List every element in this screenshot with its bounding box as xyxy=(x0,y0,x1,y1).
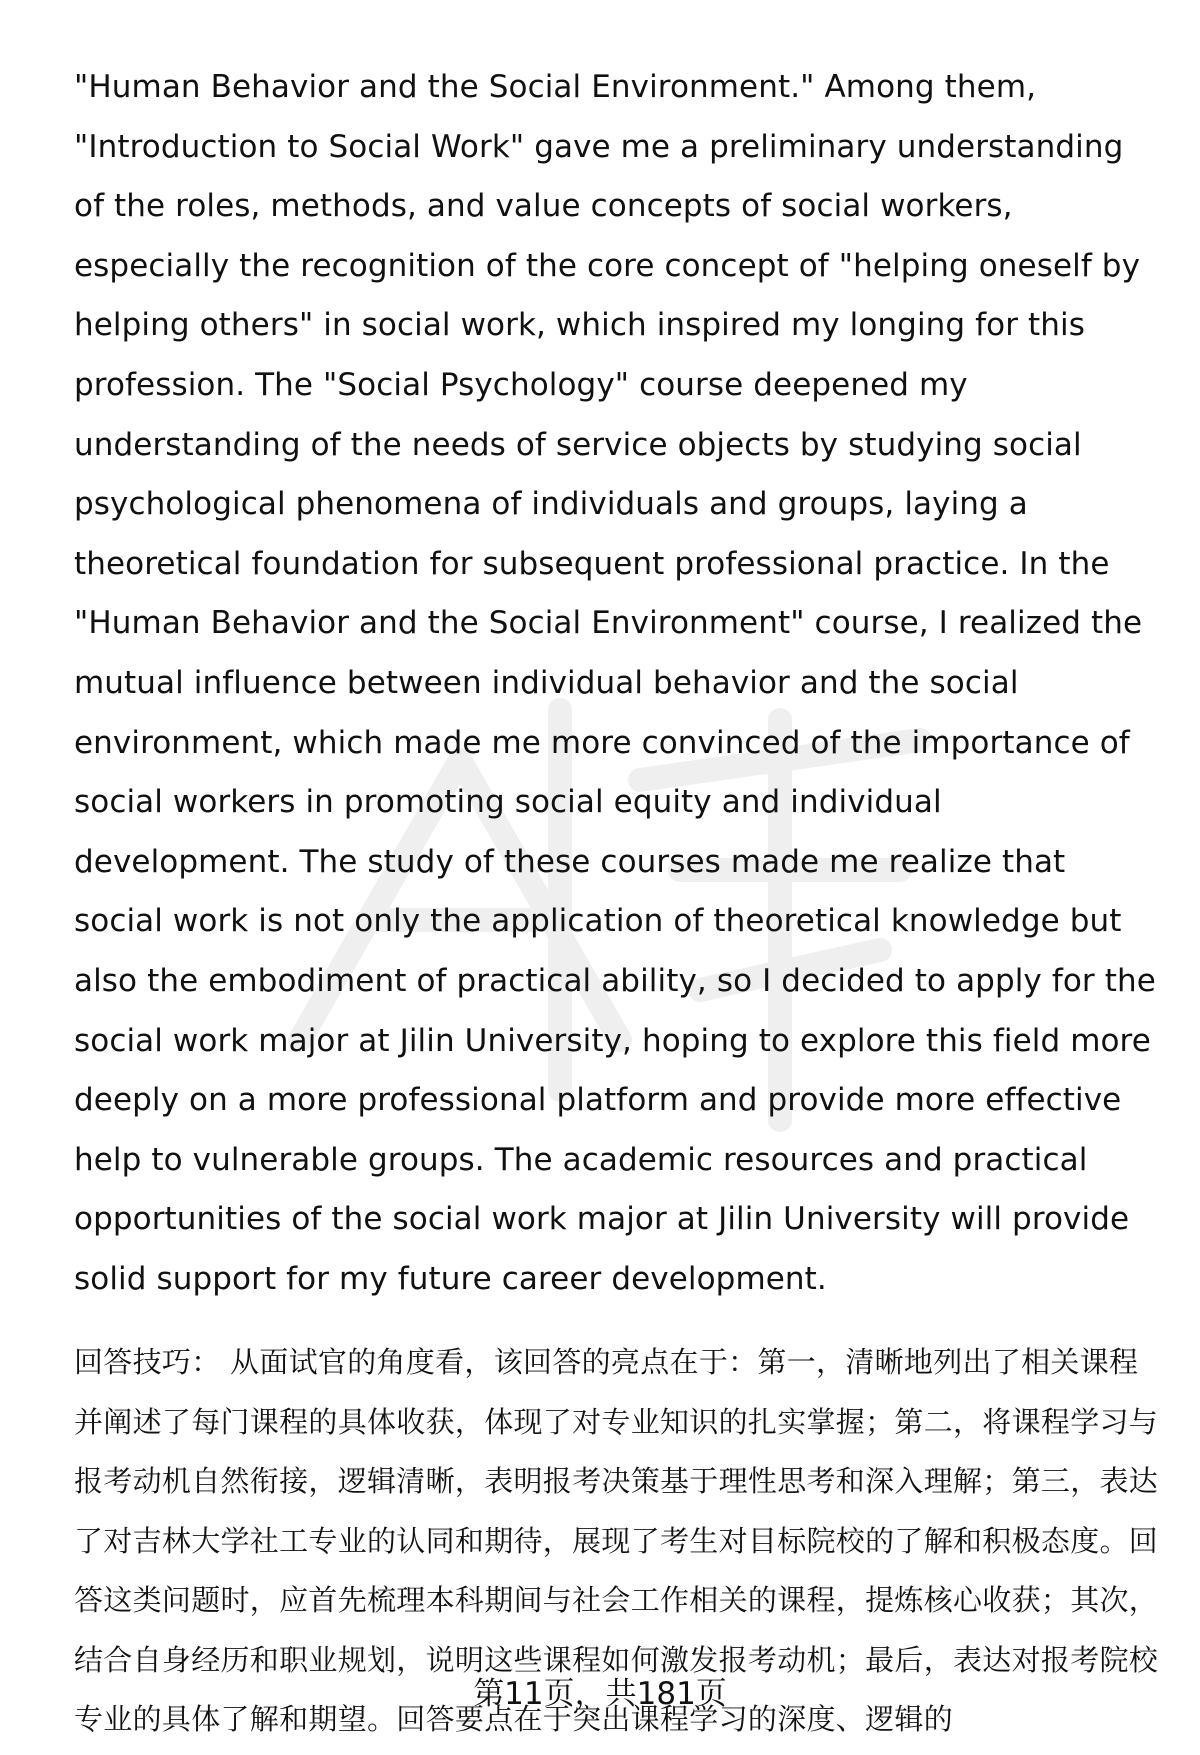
english-answer-paragraph: "Human Behavior and the Social Environment." Among them, "Introduction to Social Work" gave me a preliminary understanding of the roles, methods, and value concepts of social workers, especially the recognition of the core concept of "helping oneself by helping others" in social work, which inspired my longing for this profession. The "Social Psychology" course deepened my understanding of the needs of service objects by studying social psychological phenomena of individuals and groups, laying a theoretical foundation for subsequent professional practice. In the "Human Behavior and the Social Environment" course, I realized the mutual influence between individual behavior and the social environment, which made me more convinced of the importance of social workers in promoting social equity and individual development. The study of these courses made me realize that social work is not only the application of theoretical knowledge but also the embodiment of practical ability, so I decided to apply for the social work major at Jilin University, hoping to explore this field more deeply on a more professional platform and provide more effective help to vulnerable groups. The academic resources and practical opportunities of the social work major at Jilin University will provide solid support for my future career development. xyxy=(74,69,1156,1297)
answer-tips-paragraph: 回答技巧： 从面试官的角度看，该回答的亮点在于：第一，清晰地列出了相关课程并阐述了每门课程的具体收获，体现了对专业知识的扎实掌握；第二，将课程学习与报考动机自然衔接，逻辑清晰，表明报考决策基于理性思考和深入理解；第三，表达了对吉林大学社工专业的认同和期待，展现了考生对目标院校的了解和积极态度。回答这类问题时，应首先梳理本科期间与社会工作相关的课程，提炼核心收获；其次，结合自身经历和职业规划，说明这些课程如何激发报考动机；最后，表达对报考院校专业的具体了解和期望。回答要点在于突出课程学习的深度、逻辑的 xyxy=(74,1345,1159,1737)
page-number: 第11页，共181页 xyxy=(473,1676,727,1712)
main-content xyxy=(74,58,1159,1750)
